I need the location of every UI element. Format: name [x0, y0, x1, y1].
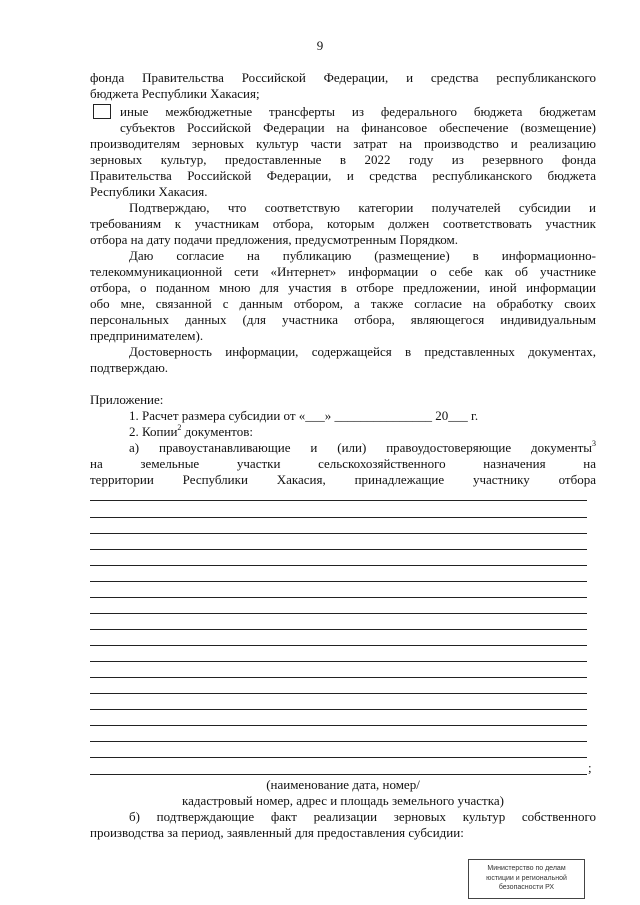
consent-line: персональных данных (для участника отбора, являющегося индивидуальным	[90, 312, 596, 327]
blank-line[interactable]	[90, 774, 587, 775]
confirm-line: Подтверждаю, что соответствую категории получателей субсидии и	[129, 200, 596, 215]
blank-line[interactable]	[90, 645, 587, 646]
consent-line: телекоммуникационной сети «Интернет» информации о себе как об участнике	[90, 264, 596, 279]
blank-line[interactable]	[90, 613, 587, 614]
paragraph-line: бюджета Республики Хакасия;	[90, 86, 260, 101]
blank-line[interactable]	[90, 533, 587, 534]
page-number: 9	[316, 38, 324, 53]
blank-line[interactable]	[90, 629, 587, 630]
blank-line[interactable]	[90, 677, 587, 678]
blank-line[interactable]	[90, 757, 587, 758]
paragraph-line: фонда Правительства Российской Федерации, и средства республиканского	[90, 70, 596, 85]
attachment-item-a-line: территории Республики Хакасия, принадлежащие участнику отбора	[90, 472, 596, 487]
checkbox-item-line: Правительства Российской Федерации, и средства республиканского бюджета	[90, 168, 596, 183]
consent-line: отбора, о поданном мною для участия в отборе предложении, иной информации	[90, 280, 596, 295]
blank-end-semicolon: ;	[588, 760, 592, 775]
blank-line[interactable]	[90, 725, 587, 726]
attachment-item-2: 2. Копии$^2$ документов:	[129, 423, 253, 439]
blank-line[interactable]	[90, 741, 587, 742]
consent-line: Даю согласие на публикацию (размещение) в информационно-	[129, 248, 596, 263]
caption-line: (наименование дата, номер/	[266, 777, 420, 792]
checkbox-item-line: субъектов Российской Федерации на финансовое обеспечение (возмещение)	[120, 120, 596, 135]
attachment-item-a-line: на земельные участки сельскохозяйственного назначения на	[90, 456, 596, 471]
checkbox-item-line: иные межбюджетные трансферты из федерального бюджета бюджетам	[120, 104, 596, 119]
reliability-line: Достоверность информации, содержащейся в представленных документах,	[129, 344, 596, 359]
blank-line[interactable]	[90, 661, 587, 662]
checkbox-item-line: Республики Хакасия.	[90, 184, 208, 199]
item-b-line: б) подтверждающие факт реализации зерновых культур собственного	[129, 809, 596, 824]
registration-stamp: Министерство по делам юстиции и региональной безопасности РХ	[468, 859, 585, 899]
consent-line: обо мне, связанной с данным отбором, а также согласие на обработку своих	[90, 296, 596, 311]
consent-line: предпринимателем).	[90, 328, 204, 343]
confirm-line: требованиям к участникам отбора, которым должен соответствовать участник	[90, 216, 596, 231]
blank-line[interactable]	[90, 693, 587, 694]
confirm-line: отбора на дату подачи предложения, предусмотренным Порядком.	[90, 232, 459, 247]
checkbox-item-line: производителям зерновых культур части затрат на производство и реализацию	[90, 136, 596, 151]
checkbox-item-line: зерновых культур, предоставленные в 2022 году из резервного фонда	[90, 152, 596, 167]
blank-line[interactable]	[90, 500, 587, 501]
caption-line: кадастровый номер, адрес и площадь земельного участка)	[182, 793, 504, 808]
attachment-heading: Приложение:	[90, 392, 164, 407]
attachment-item-a: а) правоустанавливающие и (или) правоудостоверяющие документы 3	[129, 439, 596, 455]
blank-line[interactable]	[90, 581, 587, 582]
blank-line[interactable]	[90, 549, 587, 550]
blank-line[interactable]	[90, 517, 587, 518]
subsidy-type-checkbox[interactable]	[93, 104, 111, 119]
reliability-line: подтверждаю.	[90, 360, 169, 375]
blank-line[interactable]	[90, 565, 587, 566]
attachment-item-1: 1. Расчет размера субсидии от «___» _______________ 20___ г.	[129, 408, 479, 423]
item-b-line: производства за период, заявленный для предоставления субсидии:	[90, 825, 464, 840]
blank-line[interactable]	[90, 709, 587, 710]
blank-line[interactable]	[90, 597, 587, 598]
